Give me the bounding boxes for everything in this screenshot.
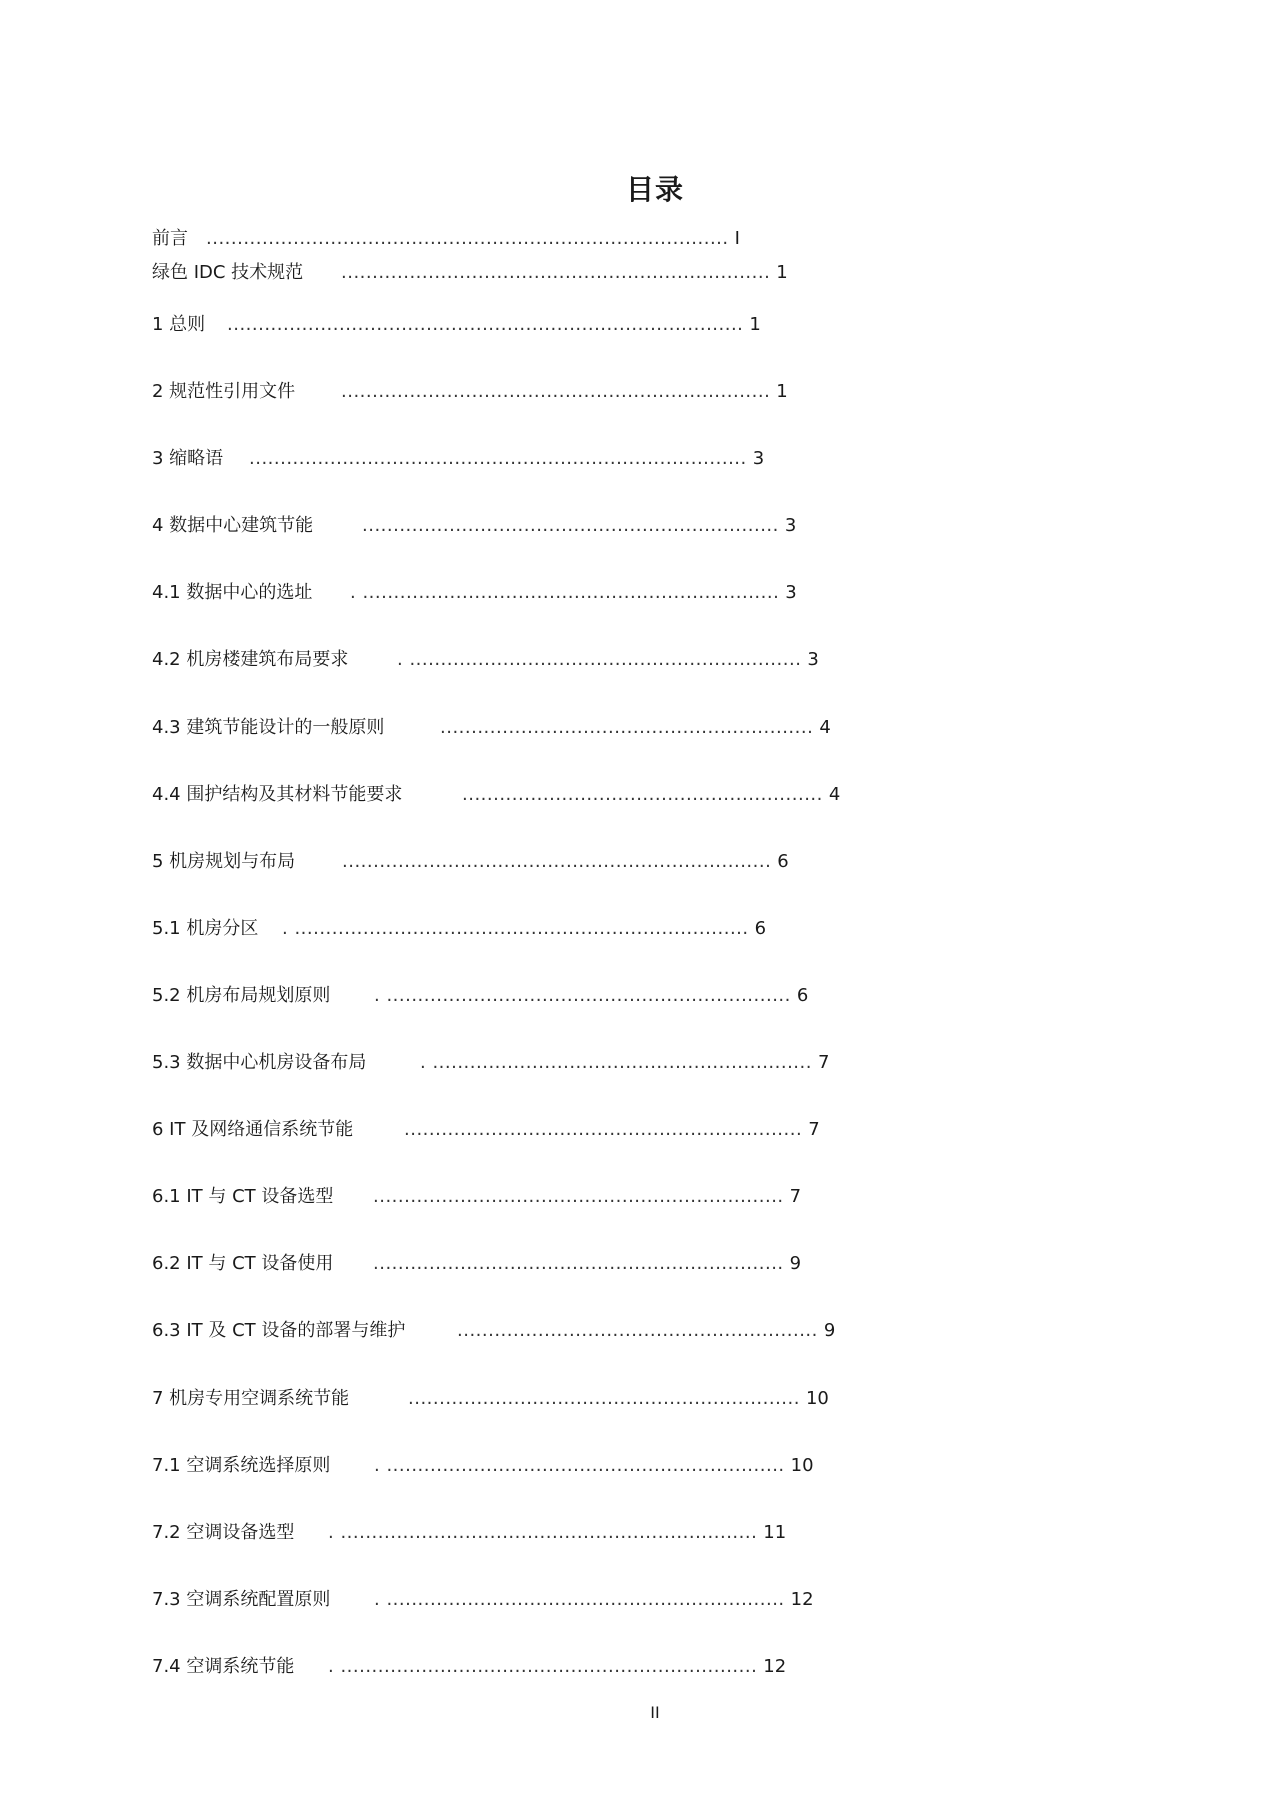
toc-entry-leader: . ............................................................... [397, 649, 802, 670]
toc-entry-page: 10 [790, 1455, 814, 1476]
toc-entry-page: 7 [789, 1186, 802, 1207]
toc-entry-leader: .................................................................. [373, 1186, 784, 1207]
page-title: 目录 [625, 173, 684, 206]
toc-entry-leader: . ................................................................... [328, 1656, 758, 1677]
toc-entry-label: 7.3 空调系统配置原则 [152, 1589, 331, 1610]
toc-entry-page: 3 [784, 515, 797, 536]
toc-entry-page: 9 [823, 1320, 836, 1341]
toc-entry-leader: . ................................................................... [350, 582, 780, 603]
toc-entry-leader: ................................................................... [362, 515, 779, 536]
toc-entry-4-2[interactable] [152, 648, 819, 672]
toc-entry-4-3[interactable] [152, 716, 831, 740]
toc-entry-page: 6 [754, 918, 767, 939]
toc-entry-page: 6 [777, 851, 789, 872]
toc-entry-leader: .................................................................. [373, 1253, 784, 1274]
toc-entry-6-2[interactable] [152, 1252, 801, 1276]
toc-entry-label: 6.2 IT 与 CT 设备使用 [152, 1253, 334, 1274]
toc-entry-1[interactable] [152, 313, 761, 337]
toc-entry-label: 6.3 IT 及 CT 设备的部署与维护 [152, 1320, 406, 1341]
toc-entry-label: 绿色 IDC 技术规范 [152, 262, 304, 283]
toc-entry-7-4[interactable] [152, 1655, 786, 1679]
toc-entry-label: 前言 [152, 228, 188, 249]
toc-entry-label: 7.4 空调系统节能 [152, 1656, 295, 1677]
toc-entry-page: 7 [808, 1119, 820, 1140]
toc-entry-5-1[interactable] [152, 917, 766, 941]
toc-entry-preface[interactable] [152, 227, 740, 251]
toc-entry-label: 5 机房规划与布局 [152, 851, 296, 872]
toc-entry-page: 7 [817, 1052, 830, 1073]
toc-entry-5-3[interactable] [152, 1051, 829, 1075]
toc-entry-page: 12 [763, 1656, 787, 1677]
toc-entry-label: 4 数据中心建筑节能 [152, 515, 314, 536]
toc-entry-label: 3 缩略语 [152, 448, 224, 469]
toc-entry-page: 3 [752, 448, 765, 469]
toc-entry-5-2[interactable] [152, 984, 808, 1008]
toc-entry-page: 6 [796, 985, 809, 1006]
toc-entry-leader: .......................................................... [462, 784, 823, 805]
toc-entry-page: I [734, 228, 740, 249]
toc-entry-green-idc-spec[interactable] [152, 261, 788, 285]
toc-entry-leader: . ................................................................ [374, 1455, 785, 1476]
toc-entry-label: 7 机房专用空调系统节能 [152, 1388, 350, 1409]
toc-entry-2[interactable] [152, 380, 788, 404]
toc-entry-label: 6.1 IT 与 CT 设备选型 [152, 1186, 334, 1207]
toc-entry-page: 3 [785, 582, 797, 603]
toc-entry-5[interactable] [152, 850, 789, 874]
toc-entry-leader: ............................................................ [440, 717, 814, 738]
toc-entry-6-1[interactable] [152, 1185, 801, 1209]
toc-entry-leader: .......................................................... [457, 1320, 818, 1341]
toc-entry-label: 5.1 机房分区 [152, 918, 259, 939]
toc-entry-page: 4 [828, 784, 841, 805]
toc-entry-page: 1 [776, 381, 788, 402]
toc-entry-4[interactable] [152, 514, 796, 538]
toc-entry-leader: . ................................................................ [374, 1589, 785, 1610]
toc-entry-label: 2 规范性引用文件 [152, 381, 296, 402]
toc-entry-page: 1 [776, 262, 788, 283]
page-number-footer: II [650, 1703, 660, 1722]
toc-entry-label: 4.4 围护结构及其材料节能要求 [152, 784, 403, 805]
toc-entry-label: 7.2 空调设备选型 [152, 1522, 295, 1543]
toc-entry-leader: . ............................................................. [420, 1052, 812, 1073]
toc-entry-leader: ..................................................................... [341, 381, 771, 402]
toc-entry-page: 4 [819, 717, 831, 738]
toc-entry-page: 11 [763, 1522, 787, 1543]
toc-entry-leader: ..................................................................... [341, 262, 771, 283]
toc-entry-leader: . ................................................................... [328, 1522, 758, 1543]
toc-entry-6[interactable] [152, 1118, 820, 1142]
toc-entry-page: 9 [789, 1253, 802, 1274]
toc-entry-leader: . ................................................................. [374, 985, 791, 1006]
toc-entry-page: 10 [805, 1388, 829, 1409]
toc-entry-label: 7.1 空调系统选择原则 [152, 1455, 331, 1476]
toc-entry-label: 4.3 建筑节能设计的一般原则 [152, 717, 385, 738]
toc-entry-7-1[interactable] [152, 1454, 814, 1478]
toc-entry-label: 5.3 数据中心机房设备布局 [152, 1052, 367, 1073]
toc-entry-leader: ................................................................ [404, 1119, 803, 1140]
toc-entry-label: 6 IT 及网络通信系统节能 [152, 1119, 354, 1140]
toc-entry-7-3[interactable] [152, 1588, 814, 1612]
toc-entry-7[interactable] [152, 1387, 829, 1411]
toc-entry-7-2[interactable] [152, 1521, 786, 1545]
toc-entry-label: 1 总则 [152, 314, 206, 335]
toc-entry-leader: ............................................................... [408, 1388, 800, 1409]
toc-entry-label: 5.2 机房布局规划原则 [152, 985, 331, 1006]
toc-entry-page: 1 [749, 314, 761, 335]
toc-entry-6-3[interactable] [152, 1319, 835, 1343]
toc-entry-4-4[interactable] [152, 783, 840, 807]
toc-entry-leader: ................................................................................ [249, 448, 747, 469]
toc-entry-leader: .................................................................................... [206, 228, 729, 249]
toc-entry-leader: . ......................................................................... [282, 918, 749, 939]
toc-entry-label: 4.2 机房楼建筑布局要求 [152, 649, 349, 670]
toc-entry-leader: ..................................................................... [342, 851, 772, 872]
toc-entry-page: 12 [790, 1589, 814, 1610]
toc-entry-page: 3 [807, 649, 819, 670]
toc-entry-leader: ................................................................................... [227, 314, 744, 335]
toc-entry-4-1[interactable] [152, 581, 797, 605]
toc-entry-label: 4.1 数据中心的选址 [152, 582, 313, 603]
toc-entry-3[interactable] [152, 447, 764, 471]
